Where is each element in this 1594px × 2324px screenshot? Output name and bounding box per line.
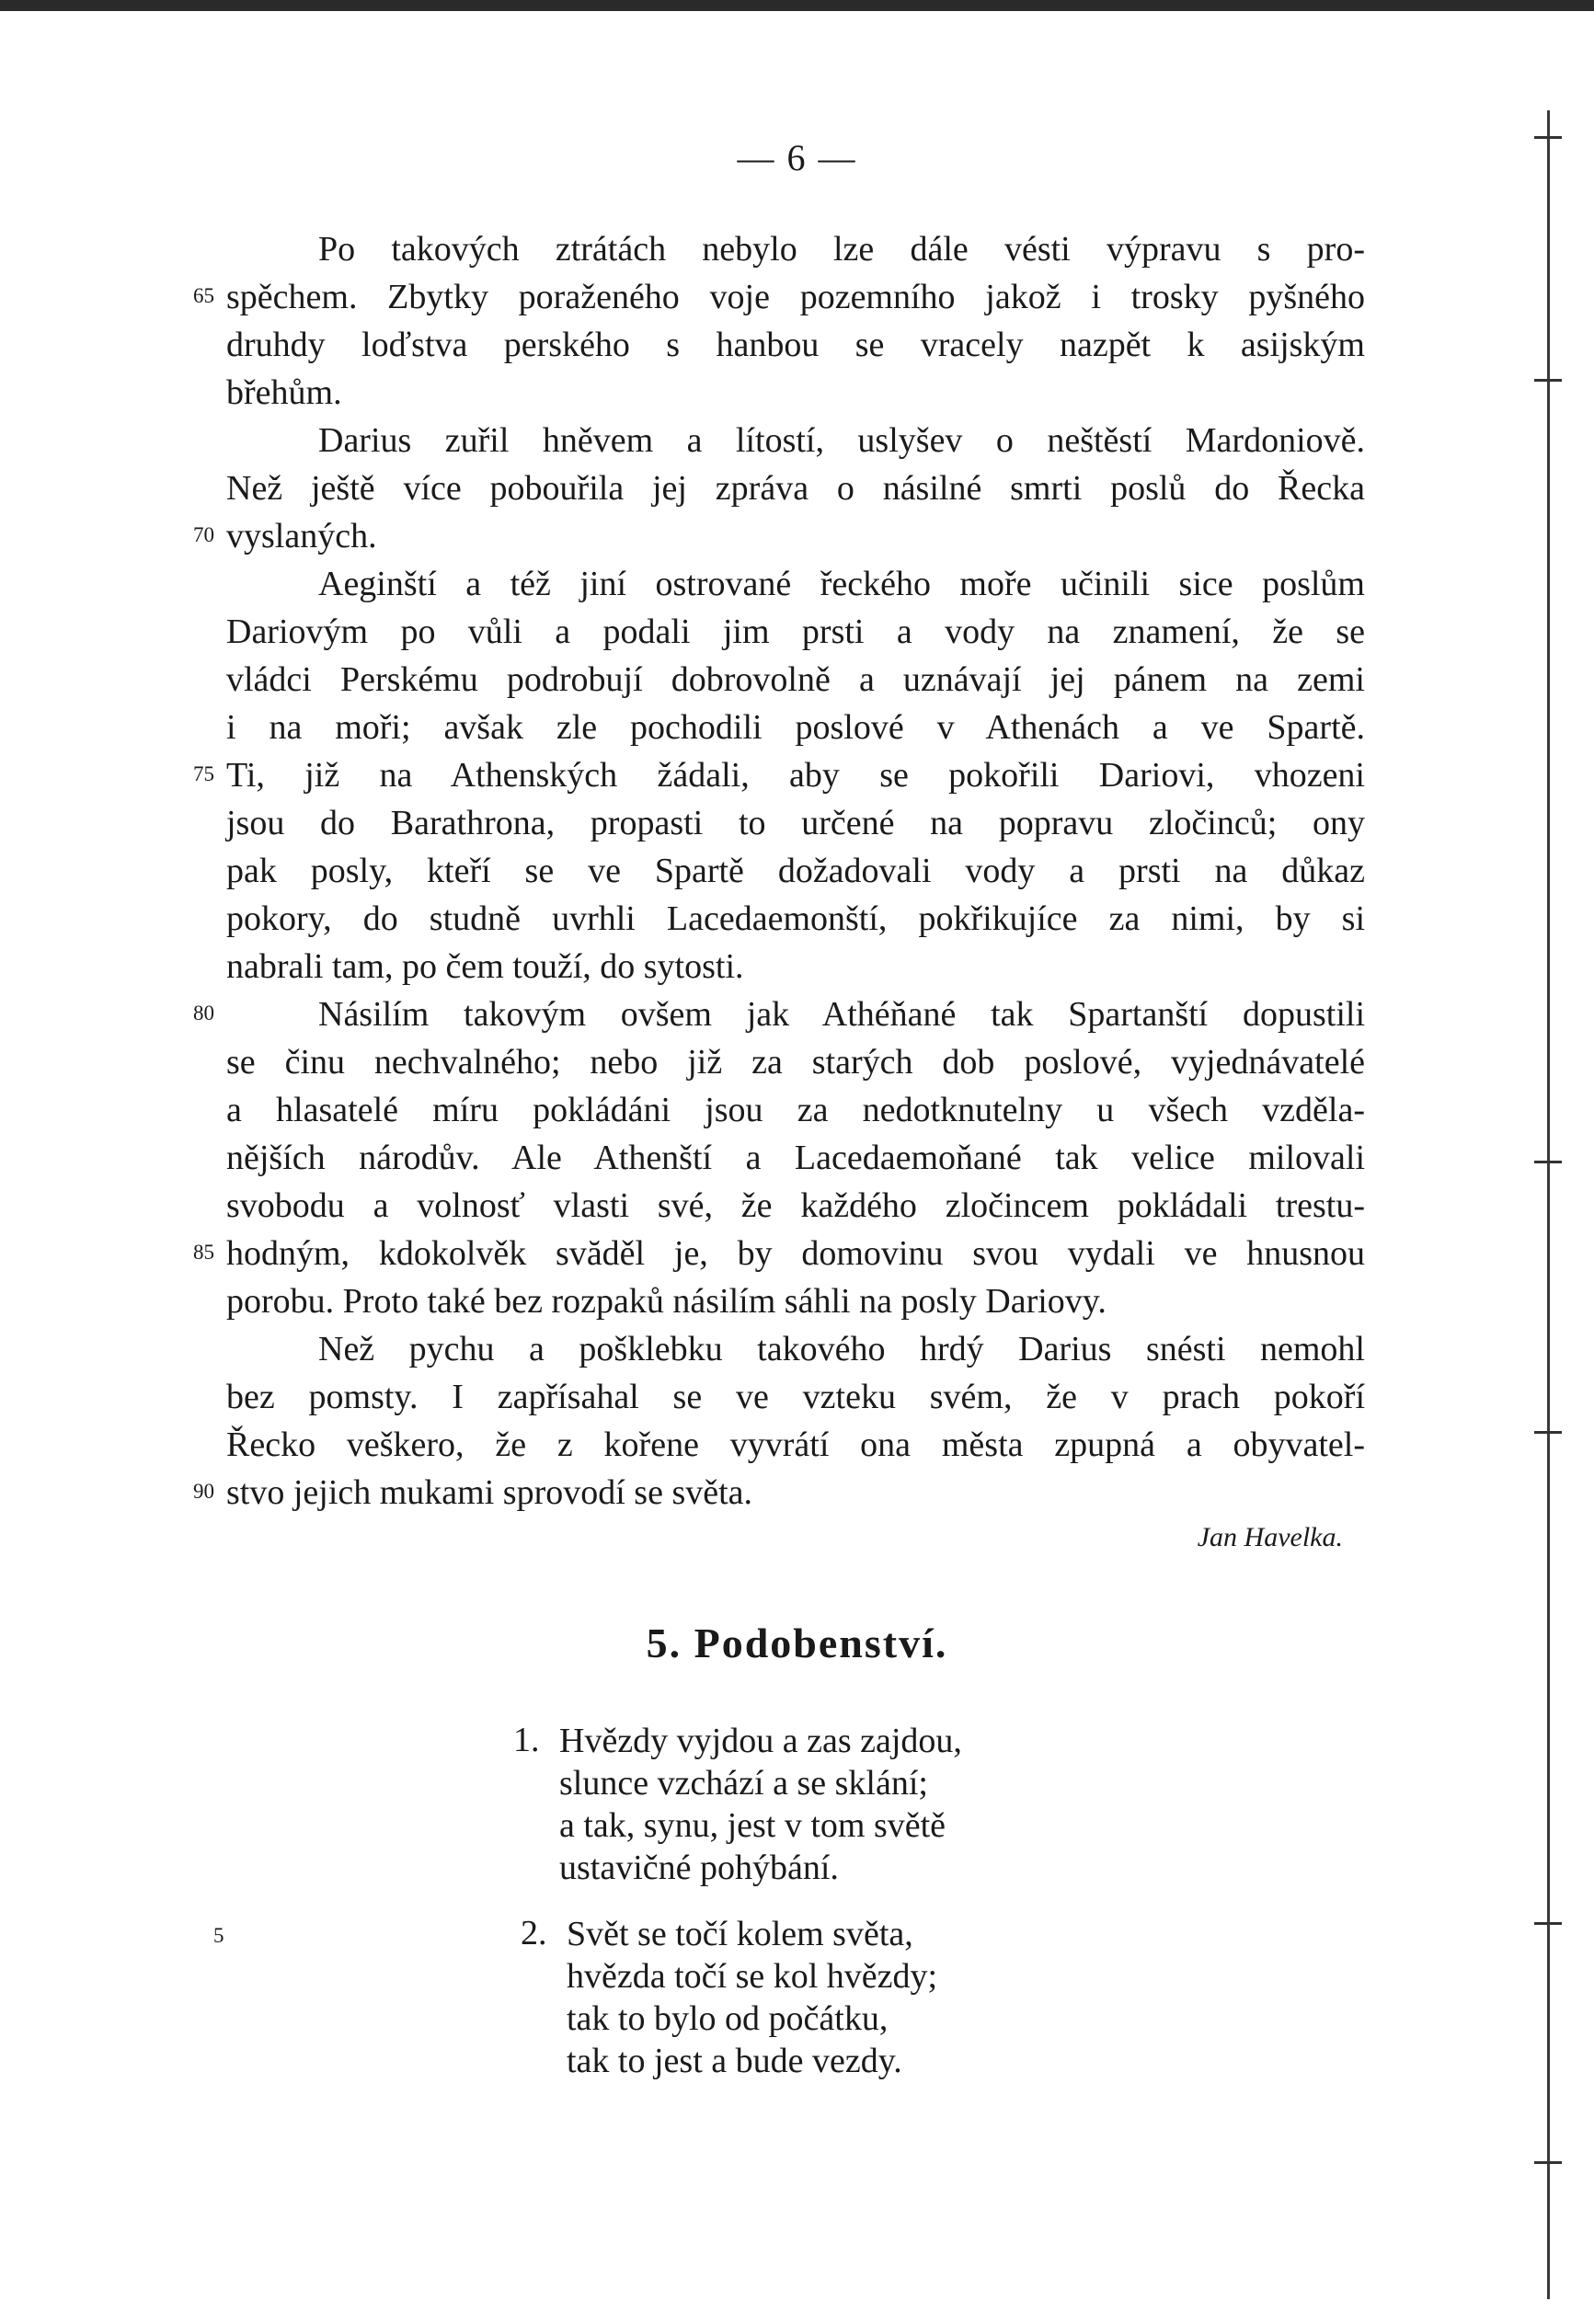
text-line: Násilím takovým ovšem jak Athéňané tak Spartanští dopustili [318, 995, 1365, 1034]
page-number: — 6 — [737, 137, 857, 178]
line-number: 90 [193, 1480, 214, 1503]
text-line: nějších národův. Ale Athenští a Lacedaemoňané tak velice milovali [226, 1139, 1365, 1177]
text-line: jsou do Barathrona, propasti to určené na popravu zločinců; ony [226, 804, 1365, 842]
scan-right-edge [1547, 110, 1550, 2299]
line-number: 65 [193, 284, 214, 307]
text-line: se činu nechvalného; nebo již za starých dob poslové, vyjednávatelé [226, 1043, 1365, 1082]
line-number: 85 [193, 1241, 214, 1264]
text-line: svobodu a volnosť vlasti své, že každého zločincem pokládali trestu- [226, 1186, 1365, 1225]
text-line: Řecko veškero, že z kořene vyvrátí ona města zpupná a obyvatel- [226, 1425, 1365, 1464]
edge-tick [1534, 1922, 1562, 1925]
text-line: Darius zuřil hněvem a lítostí, uslyšev o neštěstí Mardoniově. [318, 421, 1365, 460]
verse-line: Hvězdy vyjdou a zas zajdou, [559, 1722, 962, 1760]
author-signature: Jan Havelka. [1197, 1522, 1343, 1552]
text-line: vládci Perskému podrobují dobrovolně a uznávají jej pánem na zemi [226, 660, 1365, 699]
stanza-number: 2. [521, 1914, 547, 1952]
line-number: 70 [193, 523, 214, 546]
text-line: druhdy loďstva perského s hanbou se vracely nazpět k asijským [226, 326, 1365, 364]
poem-stanza [521, 1913, 938, 2082]
verse-line: tak to jest a bude vezdy. [567, 2042, 902, 2080]
stanza-number: 1. [513, 1721, 540, 1759]
text-line: porobu. Proto také bez rozpaků násilím sáhli na posly Dariovy. [226, 1282, 1107, 1321]
text-line: Ti, již na Athenských žádali, aby se pokořili Dariovi, vhozeni [226, 756, 1365, 795]
scan-top-border [0, 0, 1594, 11]
poem-line-number: 5 [213, 1924, 224, 1947]
text-line: Než pychu a pošklebku takového hrdý Darius snésti nemohl [318, 1330, 1365, 1368]
verse-line: a tak, synu, jest v tom světě [559, 1806, 946, 1845]
text-line: Dariovým po vůli a podali jim prsti a vody na znamení, že se [226, 612, 1365, 651]
text-line: břehům. [226, 373, 342, 412]
text-line: Než ještě více pobouřila jej zpráva o násilné smrti poslů do Řecka [226, 469, 1365, 508]
text-line: a hlasatelé míru pokládáni jsou za nedotknutelny u všech vzděla- [226, 1091, 1365, 1129]
text-line: hodným, kdokolvěk svăděl je, by domovinu svou vydali ve hnusnou [226, 1234, 1365, 1273]
edge-tick [1534, 1161, 1562, 1163]
verse-line: Svět se točí kolem světa, [567, 1915, 913, 1953]
poem-stanza [513, 1720, 962, 1889]
prose-body [226, 225, 1365, 1517]
line-number: 80 [193, 1002, 214, 1025]
text-line: nabrali tam, po čem touží, do sytosti. [226, 947, 744, 986]
poem-title: 5. Podobenství. [646, 1620, 948, 1666]
text-line: pak posly, kteří se ve Spartě dožadovali vody a prsti na důkaz [226, 852, 1365, 890]
verse-line: hvězda točí se kol hvězdy; [567, 1957, 938, 1996]
text-line: pokory, do studně uvrhli Lacedaemonští, pokřikujíce za nimi, by si [226, 899, 1365, 938]
text-line: i na moři; avšak zle pochodili poslové v Athenách a ve Spartě. [226, 708, 1365, 747]
text-line: Aeginští a též jiní ostrované řeckého moře učinili sice poslům [318, 565, 1365, 603]
text-line: bez pomsty. I zapřísahal se ve vzteku svém, že v prach pokoří [226, 1378, 1365, 1416]
edge-tick [1534, 379, 1562, 382]
verse-line: tak to bylo od počátku, [567, 1999, 889, 2038]
edge-tick [1534, 2161, 1562, 2164]
text-line: stvo jejich mukami sprovodí se světa. [226, 1473, 753, 1512]
text-line: vyslaných. [226, 517, 377, 555]
edge-tick [1534, 1431, 1562, 1434]
verse-line: slunce vzchází a se sklání; [559, 1764, 928, 1803]
text-line: Po takových ztrátách nebylo lze dále vésti výpravu s pro- [318, 230, 1365, 269]
verse-line: ustavičné pohýbání. [559, 1849, 839, 1887]
text-line: spěchem. Zbytky poraženého voje pozemního jakož i trosky pyšného [226, 278, 1365, 316]
line-number: 75 [193, 762, 214, 785]
